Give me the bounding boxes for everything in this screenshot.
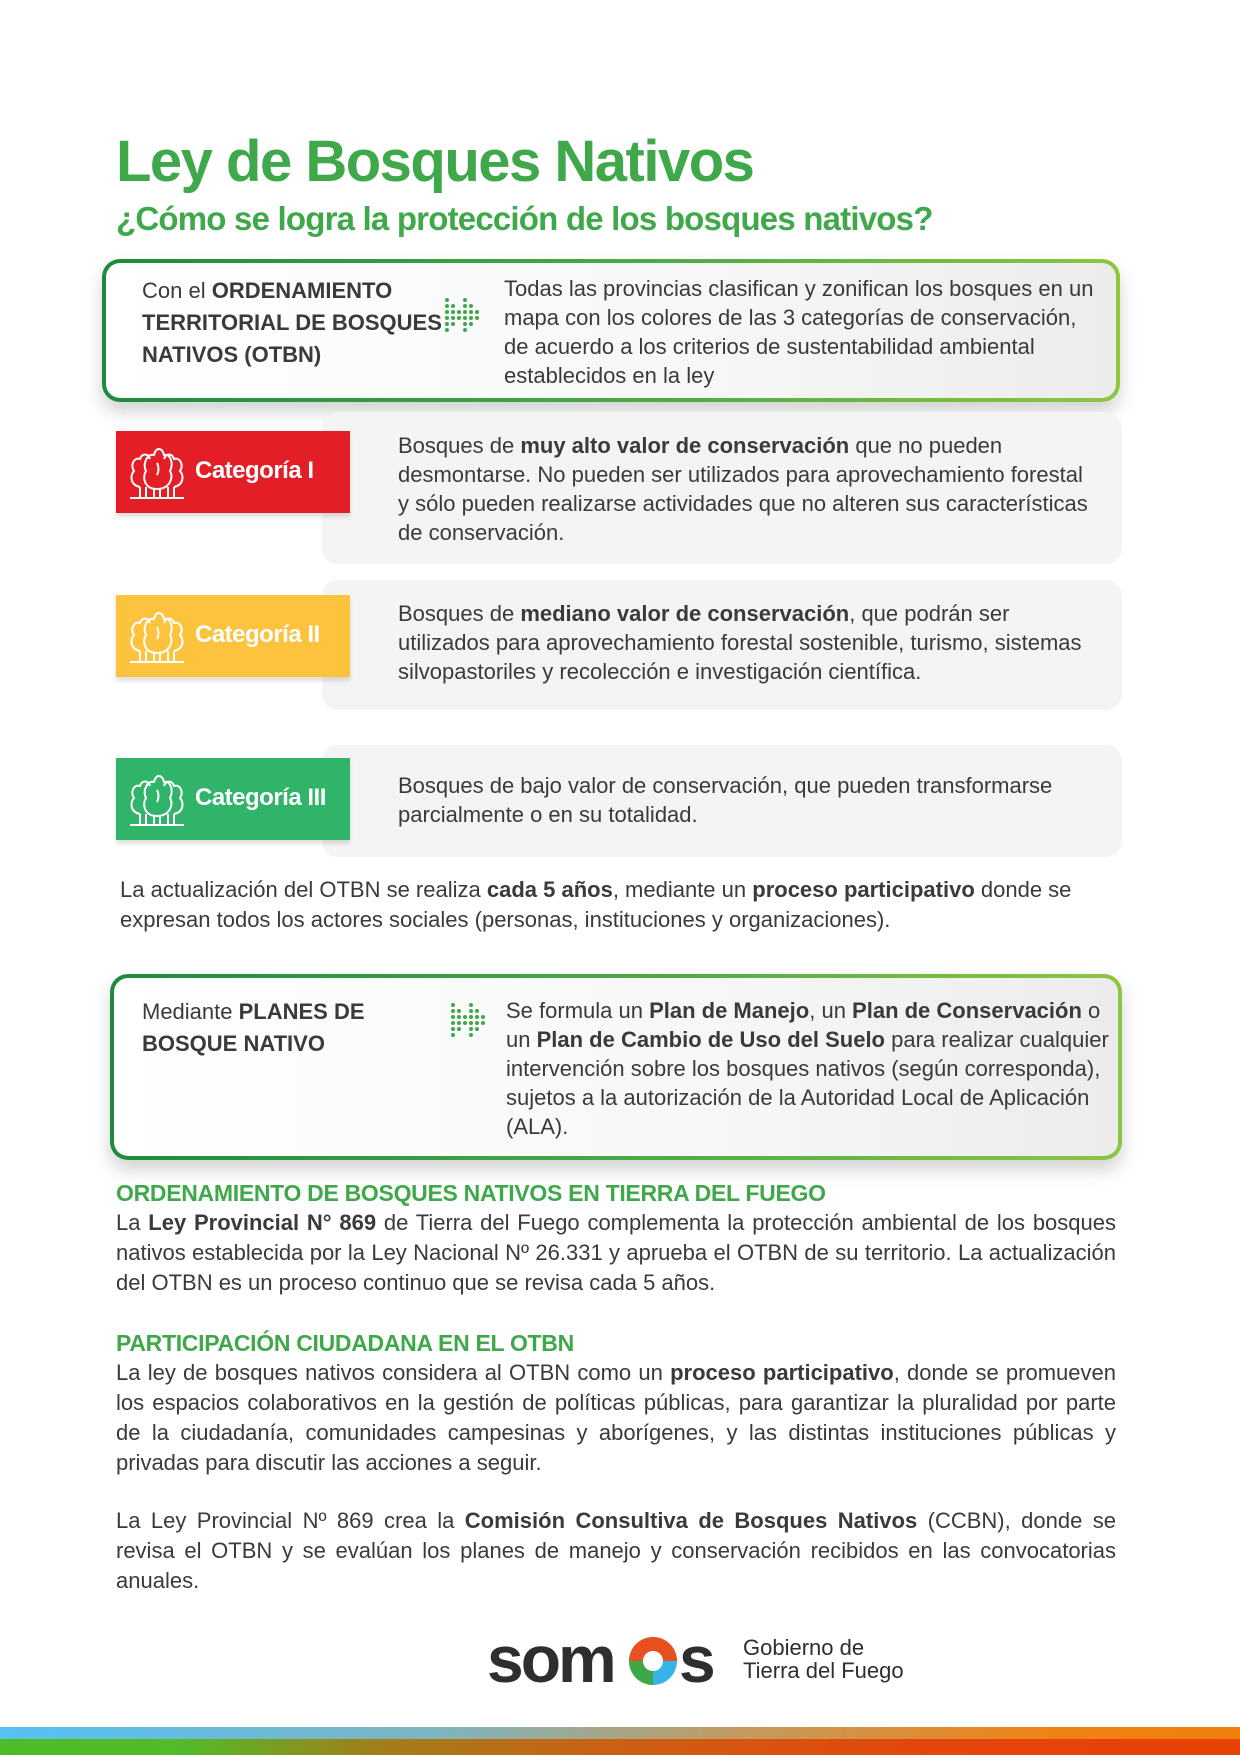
svg-text:s: s	[679, 1624, 716, 1694]
text-bold: PLANES DE BOSQUE NATIVO	[142, 999, 365, 1056]
text-span: que no pueden desmontarse. No pueden ser utilizados para aprovechamiento forestal y sólo pueden realizarse actividades que no alteren sus características de conservación.	[398, 433, 1088, 545]
text-span: , donde se promueven los espacios colaborativos en la gestión de políticas públicas, para garantizar la pluralidad por parte de la ciudadanía, comunidades campesinas y aborígenes, y las distintas instituciones públicas y privadas para discutir las acciones a seguir.	[116, 1360, 1116, 1475]
section-tdf-heading: ORDENAMIENTO DE BOSQUES NATIVOS EN TIERRA DEL FUEGO	[116, 1180, 826, 1206]
text-span: (CCBN), donde se revisa el OTBN y se evalúan los planes de manejo y conservación recibidos en las convocatorias anuales.	[116, 1508, 1116, 1593]
text-span: La ley de bosques nativos considera al OTBN como un	[116, 1360, 671, 1385]
category-1-label: Categoría I	[195, 457, 314, 484]
tagline-line-1: Gobierno de	[743, 1635, 865, 1660]
text-bold: mediano valor de conservación	[520, 601, 850, 626]
text-span: para realizar cualquier intervención sobre los bosques nativos (según corresponda), sujetos a la autorización de la Autoridad Local de Aplicación (ALA).	[506, 1027, 1109, 1139]
text-bold: Plan de Manejo	[649, 998, 810, 1023]
otbn-box	[102, 259, 1120, 402]
dotted-double-arrow-icon	[450, 1002, 490, 1043]
text-span: La actualización del OTBN se realiza	[120, 877, 487, 902]
text-span: La	[116, 1210, 149, 1235]
category-3-badge	[116, 758, 350, 840]
text-span: Bosques de	[398, 433, 521, 458]
trees-icon	[126, 443, 188, 501]
text-span: donde se expresan todos los actores sociales (personas, instituciones y organizaciones).	[120, 877, 1072, 932]
text-span: Bosques de	[398, 601, 521, 626]
section-participacion-body	[116, 1358, 1116, 1478]
plans-description	[506, 996, 1126, 1141]
text-bold: Plan de Cambio de Uso del Suelo	[536, 1027, 885, 1052]
otbn-label-prefix: Con el	[142, 278, 212, 303]
text-bold: proceso participativo	[752, 877, 975, 902]
bottom-color-bar	[0, 1727, 1240, 1755]
text-span: , un	[809, 998, 853, 1023]
section-participacion-heading: PARTICIPACIÓN CIUDADANA EN EL OTBN	[116, 1330, 574, 1356]
trees-icon	[126, 770, 188, 828]
text-span: Bosques de bajo valor de conservación, que pueden transformarse parcialmente o en su totalidad.	[398, 773, 1053, 827]
text-bold: cada 5 años	[486, 877, 613, 902]
otbn-label	[142, 275, 442, 371]
somos-wordmark-icon	[487, 1624, 737, 1694]
svg-text:som: som	[487, 1624, 614, 1694]
category-1-badge	[116, 431, 350, 513]
page-subtitle: ¿Cómo se logra la protección de los bosques nativos?	[116, 200, 933, 237]
section-tdf-body	[116, 1208, 1116, 1298]
dotted-double-arrow-icon	[444, 297, 484, 338]
text-span: o un	[506, 998, 1101, 1052]
trees-icon	[126, 607, 188, 665]
page-title: Ley de Bosques Nativos	[116, 129, 754, 194]
plans-label	[142, 996, 402, 1060]
text-span: La Ley Provincial Nº 869 crea la	[116, 1508, 465, 1533]
text-bold: Plan de Conservación	[852, 998, 1082, 1023]
category-2-description	[398, 599, 1098, 686]
category-2-label: Categoría II	[195, 621, 320, 648]
text-bold: Comisión Consultiva de Bosques Nativos	[464, 1508, 918, 1533]
otbn-label-bold: ORDENAMIENTO TERRITORIAL DE BOSQUES NATIVOS (OTBN)	[142, 278, 442, 367]
text-span: , mediante un	[612, 877, 753, 902]
text-span: de Tierra del Fuego complementa la protección ambiental de los bosques nativos establecida por la Ley Nacional Nº 26.331 y aprueba el OTBN de su territorio. La actualización del OTBN es un proceso continuo que se revisa cada 5 años.	[116, 1210, 1116, 1295]
plans-box	[110, 974, 1122, 1160]
category-1-description	[398, 431, 1098, 547]
logo-tagline	[743, 1636, 904, 1682]
text-span: Se formula un	[506, 998, 650, 1023]
category-3-label: Categoría III	[195, 784, 326, 811]
section-participacion-ccbn	[116, 1506, 1116, 1596]
text-bold: muy alto valor de conservación	[520, 433, 850, 458]
tagline-line-2: Tierra del Fuego	[743, 1658, 904, 1683]
otbn-description: Todas las provincias clasifican y zonifican los bosques en un mapa con los colores de las 3 categorías de conservación, de acuerdo a los criterios de sustentabilidad ambiental establecidos en la ley	[504, 276, 1094, 388]
text-bold: proceso participativo	[670, 1360, 894, 1385]
text-span: , que podrán ser utilizados para aprovechamiento forestal sostenible, turismo, sistemas silvopastoriles y recolección e investigación científica.	[398, 601, 1082, 684]
text-span: Mediante	[142, 999, 239, 1024]
update-note	[120, 875, 1120, 935]
category-3-description	[398, 771, 1098, 829]
category-2-badge	[116, 595, 350, 677]
text-bold: Ley Provincial N° 869	[148, 1210, 377, 1235]
